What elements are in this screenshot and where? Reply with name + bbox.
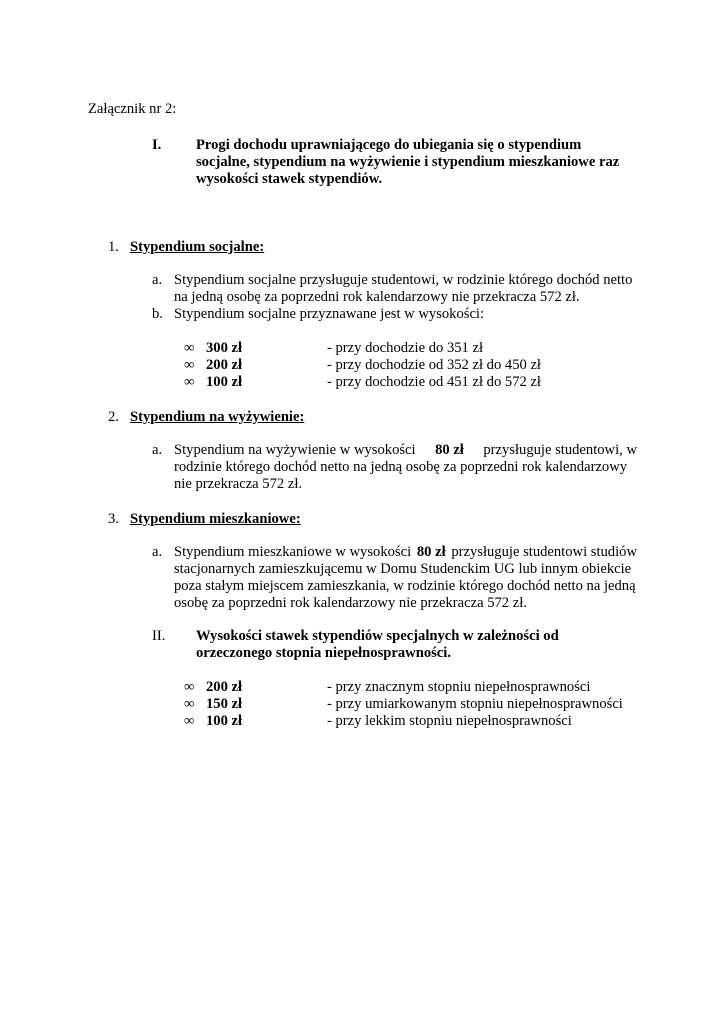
item-3a-amount: 80 zł [416,544,446,560]
item-1a-line: na jedną osobę za poprzedni rok kalendarzowy nie przekracza 572 zł. [174,289,580,305]
rate-description: - przy umiarkowanym stopniu niepełnosprawności [327,696,623,712]
rate-description: - przy dochodzie od 352 zł do 450 zł [327,357,541,373]
bullet-symbol: ∞ [184,357,195,373]
rate-amount: 200 zł [206,679,243,695]
item-2a-line [174,442,637,459]
item-3a-line: poza stałym miejscem zamieszkania, w rodzinie którego dochód netto na jedną [174,578,636,594]
item-3a-line: osobę za poprzedni rok kalendarzowy nie przekracza 572 zł. [174,595,527,611]
rate-description: - przy znacznym stopniu niepełnosprawności [327,679,591,695]
item-1b-label: b. [152,306,163,322]
section-1-number: I. [152,137,162,153]
section-1-heading-line: socjalne, stypendium na wyżywienie i stypendium mieszkaniowe raz [196,154,620,170]
section-2-heading-line: Wysokości stawek stypendiów specjalnych w zależności od [196,628,559,644]
item-1b-text: Stypendium socjalne przyznawane jest w wysokości: [174,306,485,322]
rate-description: - przy dochodzie do 351 zł [327,340,484,356]
rate-amount: 200 zł [206,357,243,373]
bullet-symbol: ∞ [184,696,195,712]
bullet-symbol: ∞ [184,374,195,390]
rate-amount: 300 zł [206,340,243,356]
section-2-heading-line: orzeczonego stopnia niepełnosprawności. [196,645,451,661]
item-1-title: Stypendium socjalne: [130,239,265,255]
rate-amount: 100 zł [206,374,243,390]
item-3a-label: a. [152,544,163,560]
section-2-number: II. [152,628,166,644]
item-3-title: Stypendium mieszkaniowe: [130,511,301,527]
rate-description: - przy lekkim stopniu niepełnosprawności [327,713,572,729]
attachment-label: Załącznik nr 2: [88,101,177,117]
item-3-number: 3. [108,511,119,527]
section-1-heading-line: Progi dochodu uprawniającego do ubiegania się o stypendium [196,137,582,153]
item-1a-label: a. [152,272,163,288]
item-2a-text: przysługuje studentowi, w [483,442,637,458]
item-3a-text: przysługuje studentowi studiów [451,544,637,560]
item-3a-line: stacjonarnych zamieszkującemu w Domu Studenckim UG lub innym obiekcie [174,561,632,577]
bullet-symbol: ∞ [184,679,195,695]
bullet-symbol: ∞ [184,340,195,356]
item-2a-line: rodzinie którego dochód netto na jedną osobę za poprzedni rok kalendarzowy [174,459,628,475]
item-2-number: 2. [108,409,119,425]
item-3a-line [174,544,637,561]
rate-amount: 100 zł [206,713,243,729]
item-1-number: 1. [108,239,119,255]
rate-description: - przy dochodzie od 451 zł do 572 zł [327,374,541,390]
rate-amount: 150 zł [206,696,243,712]
item-2a-line: nie przekracza 572 zł. [174,476,303,492]
item-2a-label: a. [152,442,163,458]
item-2-title: Stypendium na wyżywienie: [130,409,305,425]
item-3a-text: Stypendium mieszkaniowe w wysokości [174,544,412,560]
item-1a-line: Stypendium socjalne przysługuje studentowi, w rodzinie którego dochód netto [174,272,633,288]
bullet-symbol: ∞ [184,713,195,729]
item-2a-amount: 80 zł [435,442,464,458]
item-2a-text: Stypendium na wyżywienie w wysokości [174,442,416,458]
section-1-heading-line: wysokości stawek stypendiów. [196,171,383,187]
